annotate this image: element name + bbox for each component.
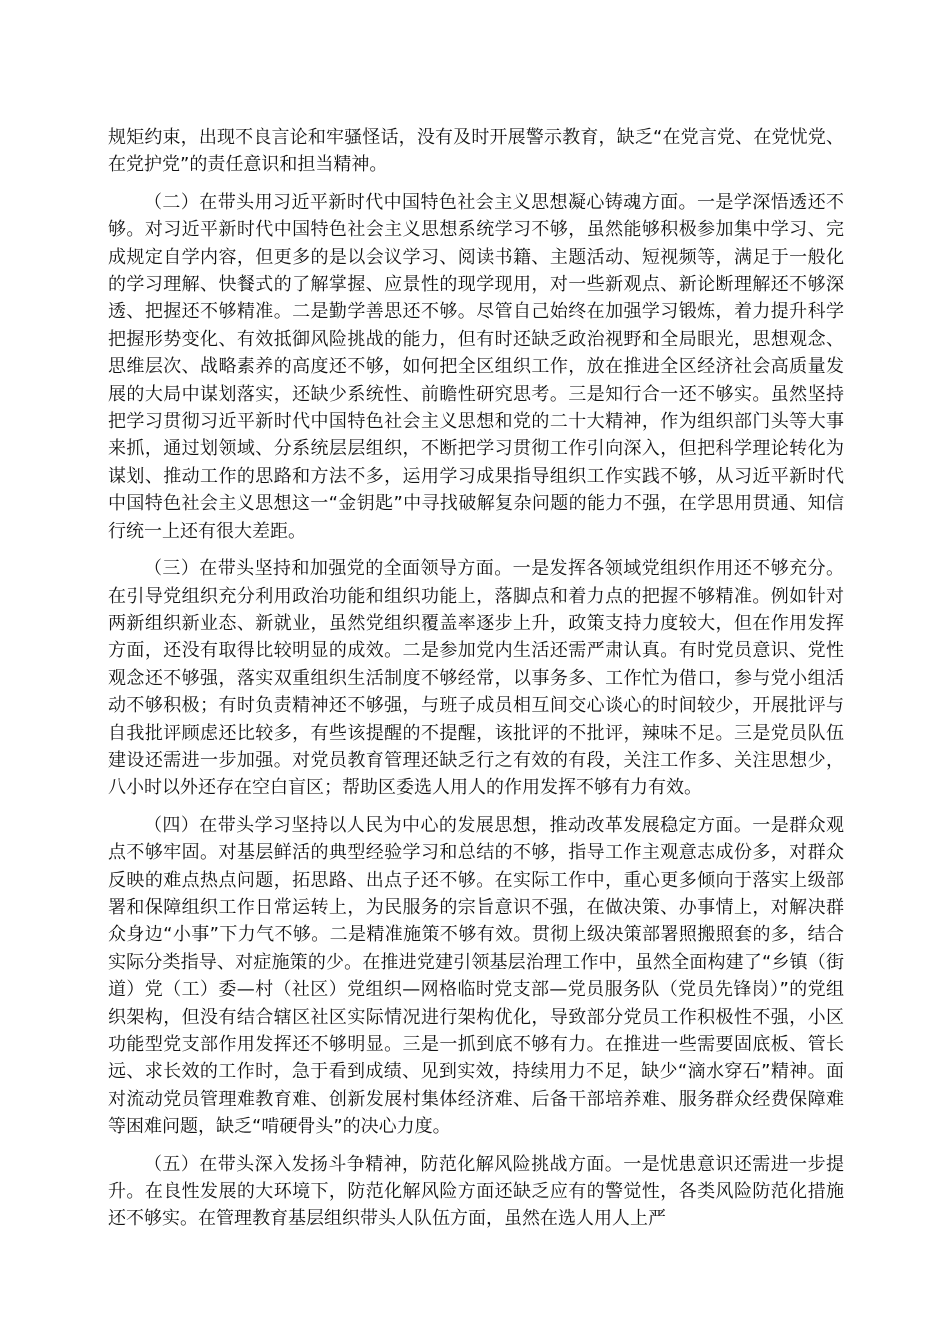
paragraph-section-5: （五）在带头深入发扬斗争精神，防范化解风险挑战方面。一是忧患意识还需进一步提升。在良性发展的大环境下，防范化解风险方面还缺乏应有的警觉性，各类风险防范化措施还不够实。在管理教育基层组织带头人队伍方面，虽然在选人用人上严 [108,1153,844,1230]
paragraph-continuation: 规矩约束，出现不良言论和牢骚怪话，没有及时开展警示教育，缺乏“在党言党、在党忧党、在党护党”的责任意识和担当精神。 [108,127,844,176]
paragraph-section-4: （四）在带头学习坚持以人民为中心的发展思想，推动改革发展稳定方面。一是群众观点不够牢固。对基层鲜活的典型经验学习和总结的不够，指导工作主观意志成份多，对群众反映的难点热点问题，拓思路、出点子还不够。在实际工作中，重心更多倾向于落实上级部署和保障组织工作日常运转上，为民服务的宗旨意识不强，在做决策、办事情上，对解决群众身边“小事”下力气不够。二是精准施策不够有效。贯彻上级决策部署照搬照套的多，结合实际分类指导、对症施策的少。在推进党建引领基层治理工作中，虽然全面构建了“乡镇（街道）党（工）委—村（社区）党组织—网格临时党支部—党员服务队（党员先锋岗）”的党组织架构，但没有结合辖区社区实际情况进行架构优化，导致部分党员工作积极性不强，小区功能型党支部作用发挥还不够明显。三是一抓到底不够有力。在推进一些需要固底板、管长远、求长效的工作时，急于看到成绩、见到实效，持续用力不足，缺少“滴水穿石”精神。面对流动党员管理难教育难、创新发展村集体经济难、后备干部培养难、服务群众经费保障难等困难问题，缺乏“啃硬骨头”的决心力度。 [108,814,844,1138]
paragraph-section-2: （二）在带头用习近平新时代中国特色社会主义思想凝心铸魂方面。一是学深悟透还不够。对习近平新时代中国特色社会主义思想系统学习不够，虽然能够积极参加集中学习、完成规定自学内容，但更多的是以会议学习、阅读书籍、主题活动、短视频等，满足于一般化的学习理解、快餐式的了解掌握、应景性的现学现用，对一些新观点、新论断理解还不够深透、把握还不够精准。二是勤学善思还不够。尽管自己始终在加强学习锻炼，着力提升科学把握形势变化、有效抵御风险挑战的能力，但有时还缺乏政治视野和全局眼光，思想观念、思维层次、战略素养的高度还不够，如何把全区组织工作，放在推进全区经济社会高质量发展的大局中谋划落实，还缺少系统性、前瞻性研究思考。三是知行合一还不够实。虽然坚持把学习贯彻习近平新时代中国特色社会主义思想和党的二十大精神，作为组织部门头等大事来抓，通过划领域、分系统层层组织，不断把学习贯彻工作引向深入，但把科学理论转化为谋划、推动工作的思路和方法不多，运用学习成果指导组织工作实践不够，从习近平新时代中国特色社会主义思想这一“金钥匙”中寻找破解复杂问题的能力不强，在学思用贯通、知信行统一上还有很大差距。 [108,191,844,542]
document-page [108,124,844,1243]
paragraph-section-3: （三）在带头坚持和加强党的全面领导方面。一是发挥各领域党组织作用还不够充分。在引导党组织充分利用政治功能和组织功能上，落脚点和着力点的把握不够精准。例如针对两新组织新业态、新就业，虽然党组织覆盖率逐步上升，政策支持力度较大，但在作用发挥方面，还没有取得比较明显的成效。二是参加党内生活还需严肃认真。有时党员意识、党性观念还不够强，落实双重组织生活制度不够经常，以事务多、工作忙为借口，参与党小组活动不够积极；有时负责精神还不够强，与班子成员相互间交心谈心的时间较少，开展批评与自我批评顾虑还比较多，有些该提醒的不提醒，该批评的不批评，辣味不足。三是党员队伍建设还需进一步加强。对党员教育管理还缺乏行之有效的有段，关注工作多、关注思想少，八小时以外还存在空白盲区；帮助区委选人用人的作用发挥不够有力有效。 [108,558,844,799]
